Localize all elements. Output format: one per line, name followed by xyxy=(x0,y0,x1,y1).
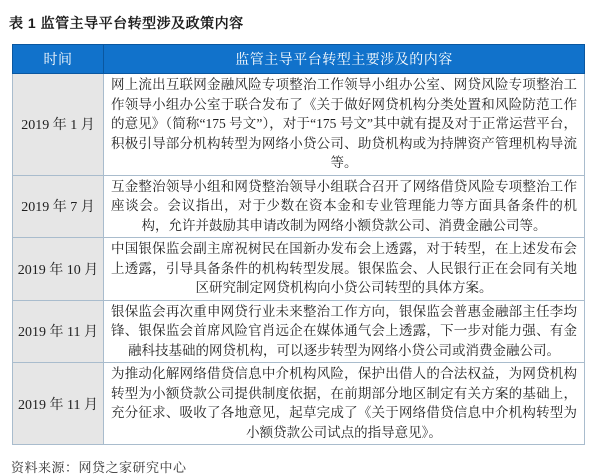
table-header xyxy=(13,45,585,74)
time-cell: 2019 年 7 月 xyxy=(13,175,104,238)
source-note: 资料来源：网贷之家研究中心 xyxy=(11,460,187,475)
content-cell: 互金整治领导小组和网贷整治领导小组联合召开了网络借贷风险专项整治工作座谈会。会议指出，对于少数在资本金和专业管理能力等方面具备条件的机构，允许并鼓励其申请改制为网络小额贷款公司、消费金融公司等。 xyxy=(104,175,585,238)
time-cell: 2019 年 10 月 xyxy=(13,238,104,301)
content-cell: 为推动化解网络借贷信息中介机构风险，保护出借人的合法权益，为网贷机构转型为小额贷款公司提供制度依据，在前期部分地区制定有关方案的基础上，充分征求、吸收了各地意见，起草完成了《关于网络借贷信息中介机构转型为小额贷款公司试点的指导意见》。 xyxy=(104,363,585,445)
table-row xyxy=(13,175,585,238)
table-row xyxy=(13,363,585,445)
column-header-content: 监管主导平台转型主要涉及的内容 xyxy=(104,45,585,74)
content-cell: 银保监会再次重申网贷行业未来整治工作方向，银保监会普惠金融部主任李均锋、银保监会首席风险官肖远企在媒体通气会上透露，下一步对能力强、有金融科技基础的网贷机构，可以逐步转型为网络小贷公司或消费金融公司。 xyxy=(104,300,585,363)
table-body xyxy=(13,74,585,445)
time-cell: 2019 年 11 月 xyxy=(13,300,104,363)
policy-table xyxy=(12,44,585,445)
table-row xyxy=(13,300,585,363)
table-caption: 表 1 监管主导平台转型涉及政策内容 xyxy=(9,15,244,31)
time-cell: 2019 年 1 月 xyxy=(13,74,104,176)
time-cell: 2019 年 11 月 xyxy=(13,363,104,445)
header-row xyxy=(13,45,585,74)
column-header-time: 时间 xyxy=(13,45,104,74)
table-row xyxy=(13,238,585,301)
content-cell: 网上流出互联网金融风险专项整治工作领导小组办公室、网贷风险专项整治工作领导小组办公室于联合发布了《关于做好网贷机构分类处置和风险防范工作的意见》（简称“175 号文”），对于“175 号文”其中就有提及对于正常运营平台，积极引导部分机构转型为网络小贷公司、助贷机构或为持牌资产管理机构导流等。 xyxy=(104,74,585,176)
table-row xyxy=(13,74,585,176)
content-cell: 中国银保监会副主席祝树民在国新办发布会上透露，对于转型，在上述发布会上透露，引导具备条件的机构转型发展。银保监会、人民银行正在会同有关地区研究制定网贷机构向小贷公司转型的具体方案。 xyxy=(104,238,585,301)
